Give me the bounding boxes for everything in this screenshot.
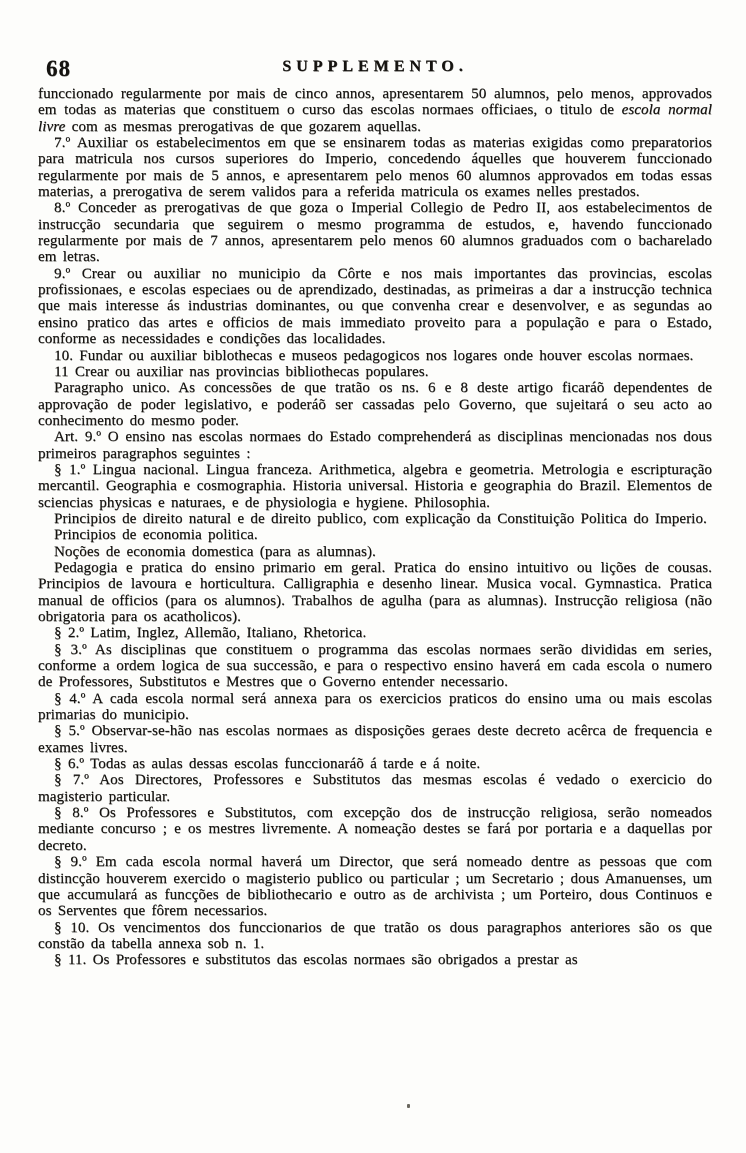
text-run: § 4.º A cada escola normal será annexa para os exercicios praticos do ensino uma ou mais escolas primarias do municipio. (38, 690, 712, 724)
page-title: SUPPLEMENTO. (282, 58, 468, 75)
paragraph (38, 642, 712, 691)
paragraph (38, 135, 712, 200)
paragraph (38, 348, 712, 364)
paragraph (38, 380, 712, 429)
page-text (38, 86, 712, 969)
text-run: com as mesmas prerogativas de que gozarem aquellas. (65, 118, 421, 135)
text-run: Principios de direito natural e de direito publico, com explicação da Constituição Politica do Imperio. (54, 510, 707, 527)
text-run: 8.º Conceder as prerogativas de que goza o Imperial Collegio de Pedro II, aos estabelecimentos de instrucção secundaria que seguirem o mesmo programma de estudos, e, havendo funccionado regularmente por mais de 7 annos, apresentarem pelo menos 60 alumnos graduados com o bacharelado em letras. (38, 200, 712, 266)
paragraph (38, 462, 712, 511)
scan-artifact (407, 1104, 410, 1108)
text-run: § 10. Os vencimentos dos funccionarios de que tratão os dous paragraphos anteriores são os que constão da tabella annexa sob n. 1. (38, 919, 712, 952)
page-number: 68 (46, 56, 71, 81)
paragraph (38, 544, 712, 560)
text-run: § 7.º Aos Directores, Professores e Substitutos das mesmas escolas é vedado o exercicio do magisterio particular. (38, 772, 712, 805)
text-run: Pedagogia e pratica do ensino primario em geral. Pratica do ensino intuitivo ou lições de cousas. Principios de lavoura e horticultura. Calligraphia e desenho linear. Musica vocal. Gymnastica. Pratica manual de officios (para os alumnos). Trabalhos de agulha (para as alumnas). Instrucção religiosa (não obrigatoria para os acatholicos). (38, 559, 712, 625)
text-run: § 2.º Latim, Inglez, Allemão, Italiano, Rhetorica. (54, 625, 367, 642)
paragraph (38, 723, 712, 756)
paragraph (38, 560, 712, 625)
text-run: § 5.º Observar-se-hão nas escolas normaes as disposições geraes deste decreto acêrca de frequencia e exames livres. (38, 723, 712, 756)
text-run: § 1.º Lingua nacional. Lingua franceza. Arithmetica, algebra e geometria. Metrologia e escripturação mercantil. Geographia e cosmographia. Historia universal. Historia e geographia do Brazil. Elementos de sciencias physicas e naturaes, e de physiologia e hygiene. Philosophia. (38, 461, 712, 511)
text-run: Principios de economia politica. (54, 527, 258, 544)
text-run: 7.º Auxiliar os estabelecimentos em que se ensinarem todas as materias exigidas como preparatorios para matricula nos cursos superiores do Imperio, concedendo áquelles que houverem funccionado regularmente por mais de 5 annos, e apresentarem pelo menos 60 alumnos approvados em todas essas materias, a prerogativa de serem validos para a referida matricula os exames nelles prestados. (38, 135, 712, 201)
paragraph (38, 511, 712, 527)
text-run: § 3.º As disciplinas que constituem o programma das escolas normaes serão divididas em series, conforme a ordem logica de sua successão, e para o respectivo ensino haverá em cada escola o numero de Professores, Substitutos e Mestres que o Governo entender necessario. (38, 641, 712, 691)
text-run: Art. 9.º O ensino nas escolas normaes do Estado comprehenderá as disciplinas mencionadas nos dous primeiros paragraphos seguintes : (38, 429, 712, 462)
text-run: § 11. Os Professores e substitutos das escolas normaes são obrigados a prestar as (54, 952, 578, 969)
text-run: 10. Fundar ou auxiliar biblothecas e museos pedagogicos nos logares onde houver escolas normaes. (54, 347, 694, 364)
text-run: escola normal livre (38, 102, 713, 135)
paragraph (38, 364, 712, 380)
paragraph (38, 756, 712, 772)
text-run: Paragrapho unico. As concessões de que tratão os ns. 6 e 8 deste artigo ficaráõ dependentes de approvação de poder legislativo, e poderáõ ser cassadas pelo Governo, que sujeitará o seu acto ao conhecimento do mesmo poder. (38, 380, 712, 429)
paragraph (38, 952, 712, 968)
text-run: funccionado regularmente por mais de cinco annos, apresentarem 50 alumnos, pelo menos, approvados em todas as materias que constituem o curso das escolas normaes officiaes, o titulo de (38, 86, 712, 119)
paragraph (38, 429, 712, 462)
paragraph (38, 625, 712, 641)
paragraph (38, 805, 712, 854)
text-run: Noções de economia domestica (para as alumnas). (54, 543, 376, 560)
paragraph (38, 527, 712, 543)
paragraph (38, 86, 712, 135)
paragraph (38, 854, 712, 919)
text-run: 9.º Crear ou auxiliar no municipio da Côrte e nos mais importantes das provincias, escolas profissionaes, e escolas especiaes ou de aprendizado, destinadas, as primeiras a dar a instrucção technica que mais interesse ás industrias dominantes, ou que convenha crear e desenvolver, e as segundas ao ensino pratico das artes e officios de mais immediato proveito para a população e para o Estado, conforme as necessidades e condições das localidades. (38, 265, 712, 348)
paragraph (38, 691, 712, 724)
text-run: 11 Crear ou auxiliar nas provincias bibliothecas populares. (54, 363, 429, 380)
paragraph (38, 920, 712, 953)
paragraph (38, 266, 712, 348)
text-run: § 6.º Todas as aulas dessas escolas funccionaráõ á tarde e á noite. (54, 756, 481, 773)
paragraph (38, 772, 712, 805)
paragraph (38, 200, 712, 265)
text-run: § 8.º Os Professores e Substitutos, com excepção dos de instrucção religiosa, serão nomeados mediante concurso ; e os mestres livremente. A nomeação destes se fará por portaria e a daquellas por decreto. (38, 805, 712, 854)
text-run: § 9.º Em cada escola normal haverá um Director, que será nomeado dentre as pessoas que com distincção houverem exercido o magisterio publico ou particular ; um Secretario ; dous Amanuenses, um que accumulará as funcções de bibliothecario e outro as de archivista ; um Porteiro, dous Continuos e os Serventes que fôrem necessarios. (38, 854, 712, 920)
page-header (38, 54, 712, 84)
